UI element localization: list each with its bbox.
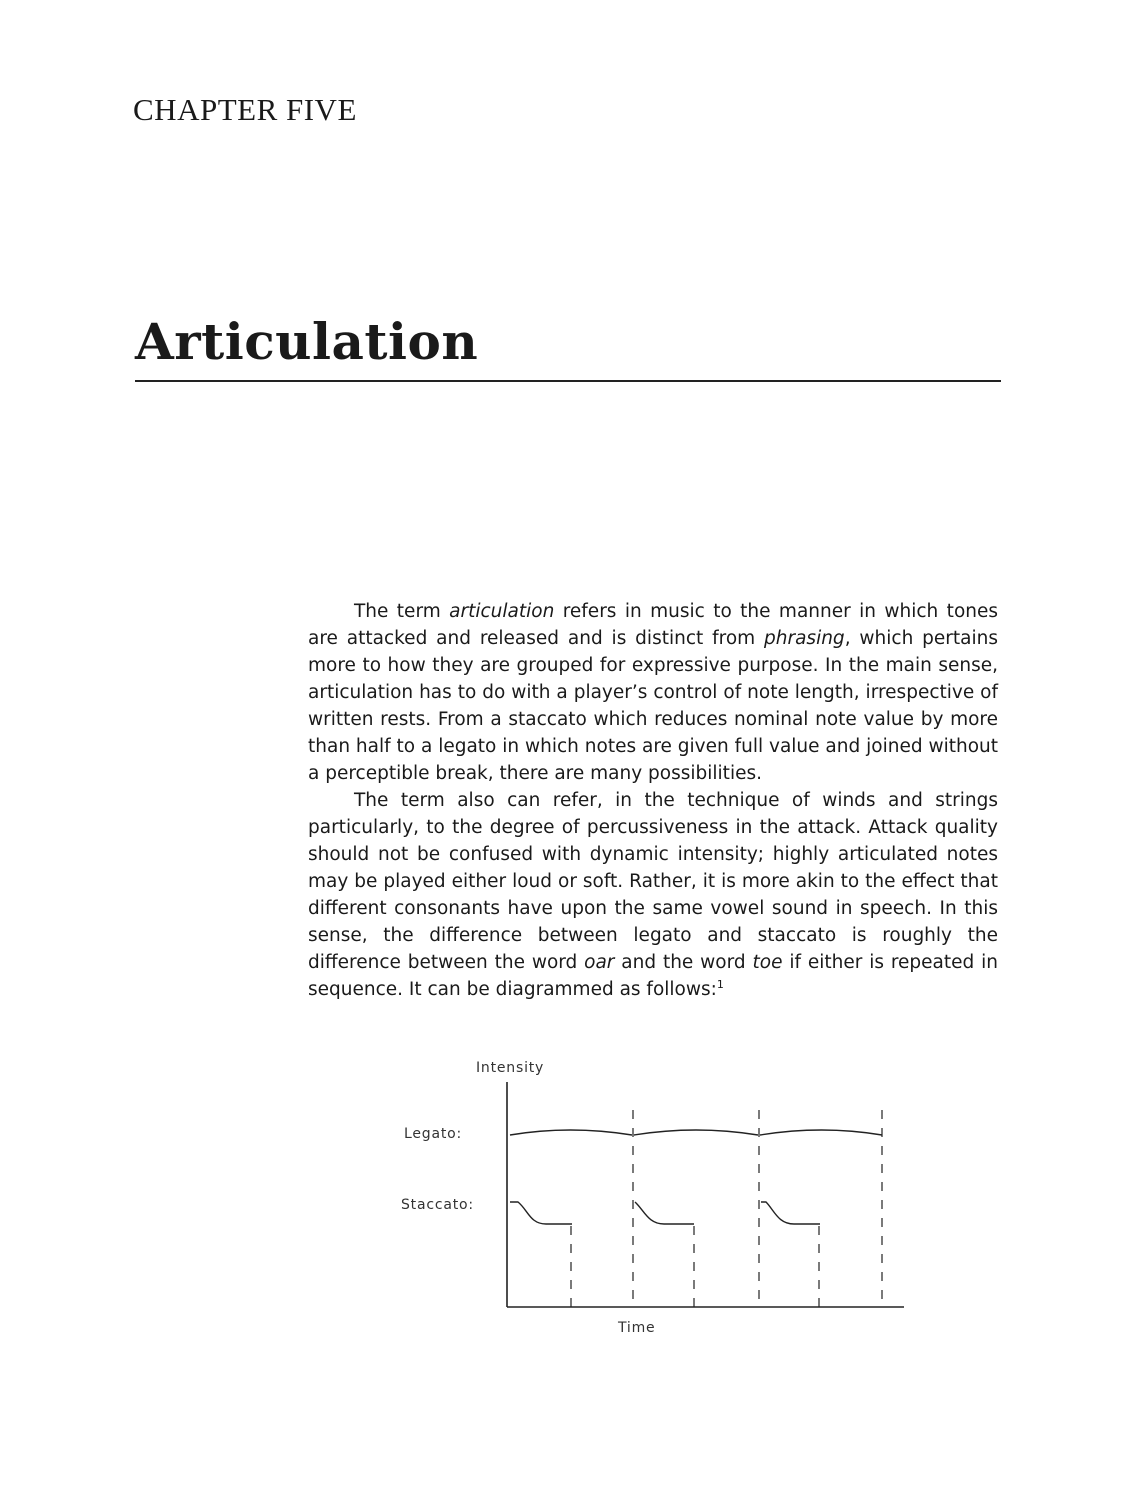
paragraph-2 [308,787,998,1003]
x-axis-label: Time [618,1320,656,1336]
legato-arc-3 [760,1130,882,1135]
staccato-note-2 [635,1202,694,1224]
paragraph-1 [308,598,998,787]
chapter-title: Articulation [135,312,479,371]
legato-arc-2 [634,1130,758,1135]
text-run: The term also can refer, in the technique of winds and strings particularly, to the degree of percussiveness in the attack. Attack quality should not be confused with dynamic intensity; highly articulated notes may be played either loud or soft. Rather, it is more akin to the effect that different consonants have upon the same vowel sound in speech. In this sense, the difference between legato and staccato is roughly the difference between the word [308,790,998,973]
text-run: and the word [614,952,753,973]
italic-word-toe: toe [752,952,783,973]
italic-term-articulation: articulation [449,601,555,622]
body-text [308,598,998,1003]
italic-word-oar: oar [584,952,615,973]
text-run: The term [354,601,450,622]
staccato-label: Staccato: [401,1197,474,1213]
legato-arc-1 [510,1130,632,1135]
text-run: , which pertains more to how they are grouped for expressive purpose. In the main sense, articulation has to do with a player’s control of note length, irrespective of written rests. From a staccato which reduces nominal note value by more than half to a legato in which notes are given full value and joined without a perceptible break, there are many possibilities. [308,628,998,784]
italic-term-phrasing: phrasing [764,628,845,649]
articulation-diagram [380,1050,920,1350]
staccato-note-1 [510,1202,572,1224]
chapter-label: CHAPTER FIVE [133,92,357,127]
legato-label: Legato: [404,1126,463,1142]
y-axis-label: Intensity [476,1060,545,1076]
staccato-note-3 [761,1202,820,1224]
text-run: refers in music to the manner in which tones are attacked and released and is distinct from [308,601,999,649]
title-rule [135,380,1001,382]
footnote-reference[interactable]: 1 [716,977,724,991]
text-run: if either is repeated in sequence. It can be diagrammed as follows: [308,952,998,1000]
